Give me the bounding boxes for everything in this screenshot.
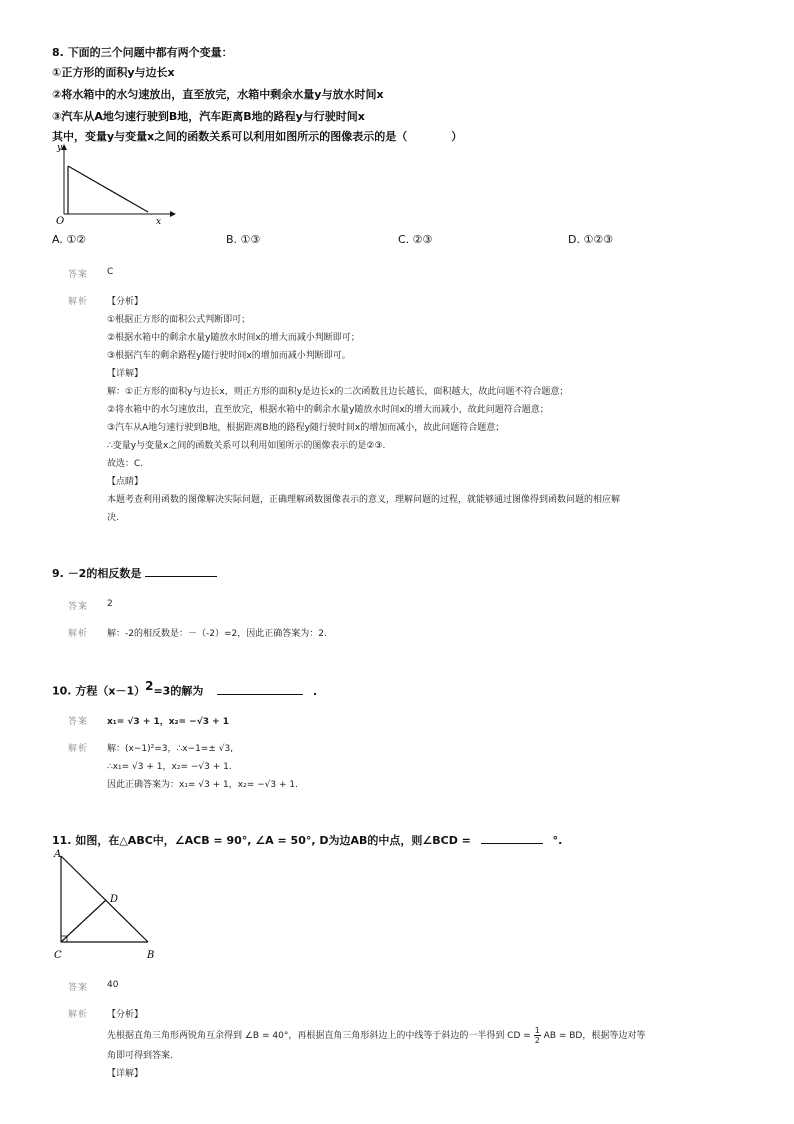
q11-label-a: A [54, 849, 62, 860]
q8-analysis-line: ①根据正方形的面积公式判断即可； [107, 315, 251, 325]
q10-stem-end: . [313, 684, 318, 698]
q8-graph-line [68, 166, 148, 212]
q11-median-cd [61, 900, 106, 942]
q11-number: 11. [52, 834, 72, 847]
q10-answer-tag: 答案 [68, 717, 89, 727]
q10-analysis-line: 因此正确答案为：x₁= √3 + 1，x₂= −√3 + 1. [107, 780, 298, 790]
q8-option-c: C. ②③ [398, 233, 433, 246]
q9-answer: 2 [107, 599, 113, 609]
q11-analysis-tag: 解析 [68, 1010, 89, 1020]
q8-y-label: y [57, 143, 63, 153]
q8-option-b: B. ①③ [226, 233, 261, 246]
q11-analysis-1b: AB = BD，根据等边对等 [543, 1031, 646, 1041]
q8-stem-text: 下面的三个问题中都有两个变量： [67, 46, 233, 59]
q8-answer: C [107, 267, 114, 277]
q11-frac-numerator: 1 [534, 1026, 540, 1035]
q9-stem [52, 565, 217, 581]
q9-analysis: 解：-2的相反数是：－（-2）=2，因此正确答案为：2. [107, 629, 327, 639]
q11-label-b: B [147, 950, 155, 961]
q8-analysis-line: 故选：C. [107, 459, 144, 469]
q11-answer: 40 [107, 980, 119, 990]
q8-question: 其中，变量y与变量x之间的函数关系可以利用如图所示的图像表示的是（ ） [52, 130, 463, 143]
q10-analysis-line: 解：(x−1)²=3，∴x−1=± √3, [107, 744, 234, 754]
q8-option-d: D. ①②③ [568, 233, 614, 246]
q8-analysis-line: 本题考查利用函数的图像解决实际问题，正确理解函数图像表示的意义，理解问题的过程，就能够通过图像得到函数问题的相应解 [107, 495, 621, 505]
q8-item-1: ①正方形的面积y与边长x [52, 66, 175, 79]
q11-analysis-head: 【分析】 [107, 1010, 144, 1020]
q10-stem-a: 方程（x－1） [75, 684, 146, 698]
q10-analysis-tag: 解析 [68, 744, 89, 754]
q10-answer-blank[interactable] [217, 684, 303, 695]
q11-fraction [534, 1026, 541, 1045]
q8-item-3: ③汽车从A地匀速行驶到B地，汽车距离B地的路程y与行驶时间x [52, 110, 365, 123]
q11-frac-denominator: 2 [534, 1036, 540, 1045]
q11-stem-end: °. [552, 834, 563, 847]
q10-answer: x₁= √3 + 1，x₂= −√3 + 1 [107, 717, 230, 727]
q8-x-arrow [170, 211, 176, 217]
q11-stem-text: 如图，在△ABC中，∠ACB = 90°, ∠A = 50°, D为边AB的中点，则∠BCD = [75, 834, 471, 847]
q8-item-2: ②将水箱中的水匀速放出，直至放完，水箱中剩余水量y与放水时间x [52, 88, 384, 101]
q11-analysis-line-1 [107, 1026, 645, 1045]
q11-label-d: D [110, 894, 119, 905]
q9-analysis-tag: 解析 [68, 629, 89, 639]
q10-number: 10. [52, 684, 72, 698]
q11-figure [50, 846, 166, 962]
q8-analysis-line: 【点睛】 [107, 477, 144, 487]
q11-analysis-1a: 先根据直角三角形两锐角互余得到 ∠B = 40°，再根据直角三角形斜边上的中线等于斜边的一半得到 CD = [107, 1031, 531, 1041]
q8-analysis-line: ③汽车从A地匀速行驶到B地，根据距离B地的路程y随行驶时间x的增加而减小，故此问题符合题意； [107, 423, 505, 433]
q8-stem [52, 44, 233, 60]
q9-answer-tag: 答案 [68, 602, 89, 612]
q9-answer-blank[interactable] [145, 566, 217, 577]
q10-stem [52, 679, 317, 699]
q8-answer-tag: 答案 [68, 270, 89, 280]
q8-option-a: A. ①② [52, 233, 87, 246]
q8-analysis-line: 【分析】 [107, 297, 144, 307]
q8-analysis-line: 解：①正方形的面积y与边长x，则正方形的面积y是边长x的二次函数且边长越长，面积越大，故此问题不符合题意； [107, 387, 569, 397]
q8-x-label: x [156, 217, 162, 227]
q8-analysis-tag: 解析 [68, 297, 89, 307]
q11-answer-blank[interactable] [481, 833, 543, 844]
q8-origin-label: O [56, 216, 65, 227]
q11-analysis-line-2: 角即可得到答案. [107, 1051, 173, 1061]
q8-analysis-line: ②将水箱中的水匀速放出，直至放完，根据水箱中的剩余水量y随放水时间x的增大而减小，故此问题符合题意； [107, 405, 549, 415]
q8-number: 8. [52, 46, 64, 59]
q10-exponent: 2 [145, 679, 154, 693]
q8-graph [52, 142, 182, 228]
q9-stem-text: －2的相反数是 [67, 567, 142, 580]
q8-analysis-line: ∴变量y与变量x之间的函数关系可以利用如图所示的图像表示的是②③. [107, 441, 386, 451]
q10-analysis-line: ∴x₁= √3 + 1，x₂= −√3 + 1. [107, 762, 232, 772]
q8-analysis-line: 【详解】 [107, 369, 144, 379]
q11-label-c: C [54, 950, 62, 961]
q8-analysis-line: ③根据汽车的剩余路程y随行驶时间x的增加而减小判断即可。 [107, 351, 351, 361]
q11-answer-tag: 答案 [68, 983, 89, 993]
q8-analysis-line: 决. [107, 513, 119, 523]
q8-analysis-line: ②根据水箱中的剩余水量y随放水时间x的增大而减小判断即可； [107, 333, 360, 343]
q11-detail-head: 【详解】 [107, 1069, 144, 1079]
q9-number: 9. [52, 567, 64, 580]
q10-stem-b: =3的解为 [153, 684, 204, 698]
